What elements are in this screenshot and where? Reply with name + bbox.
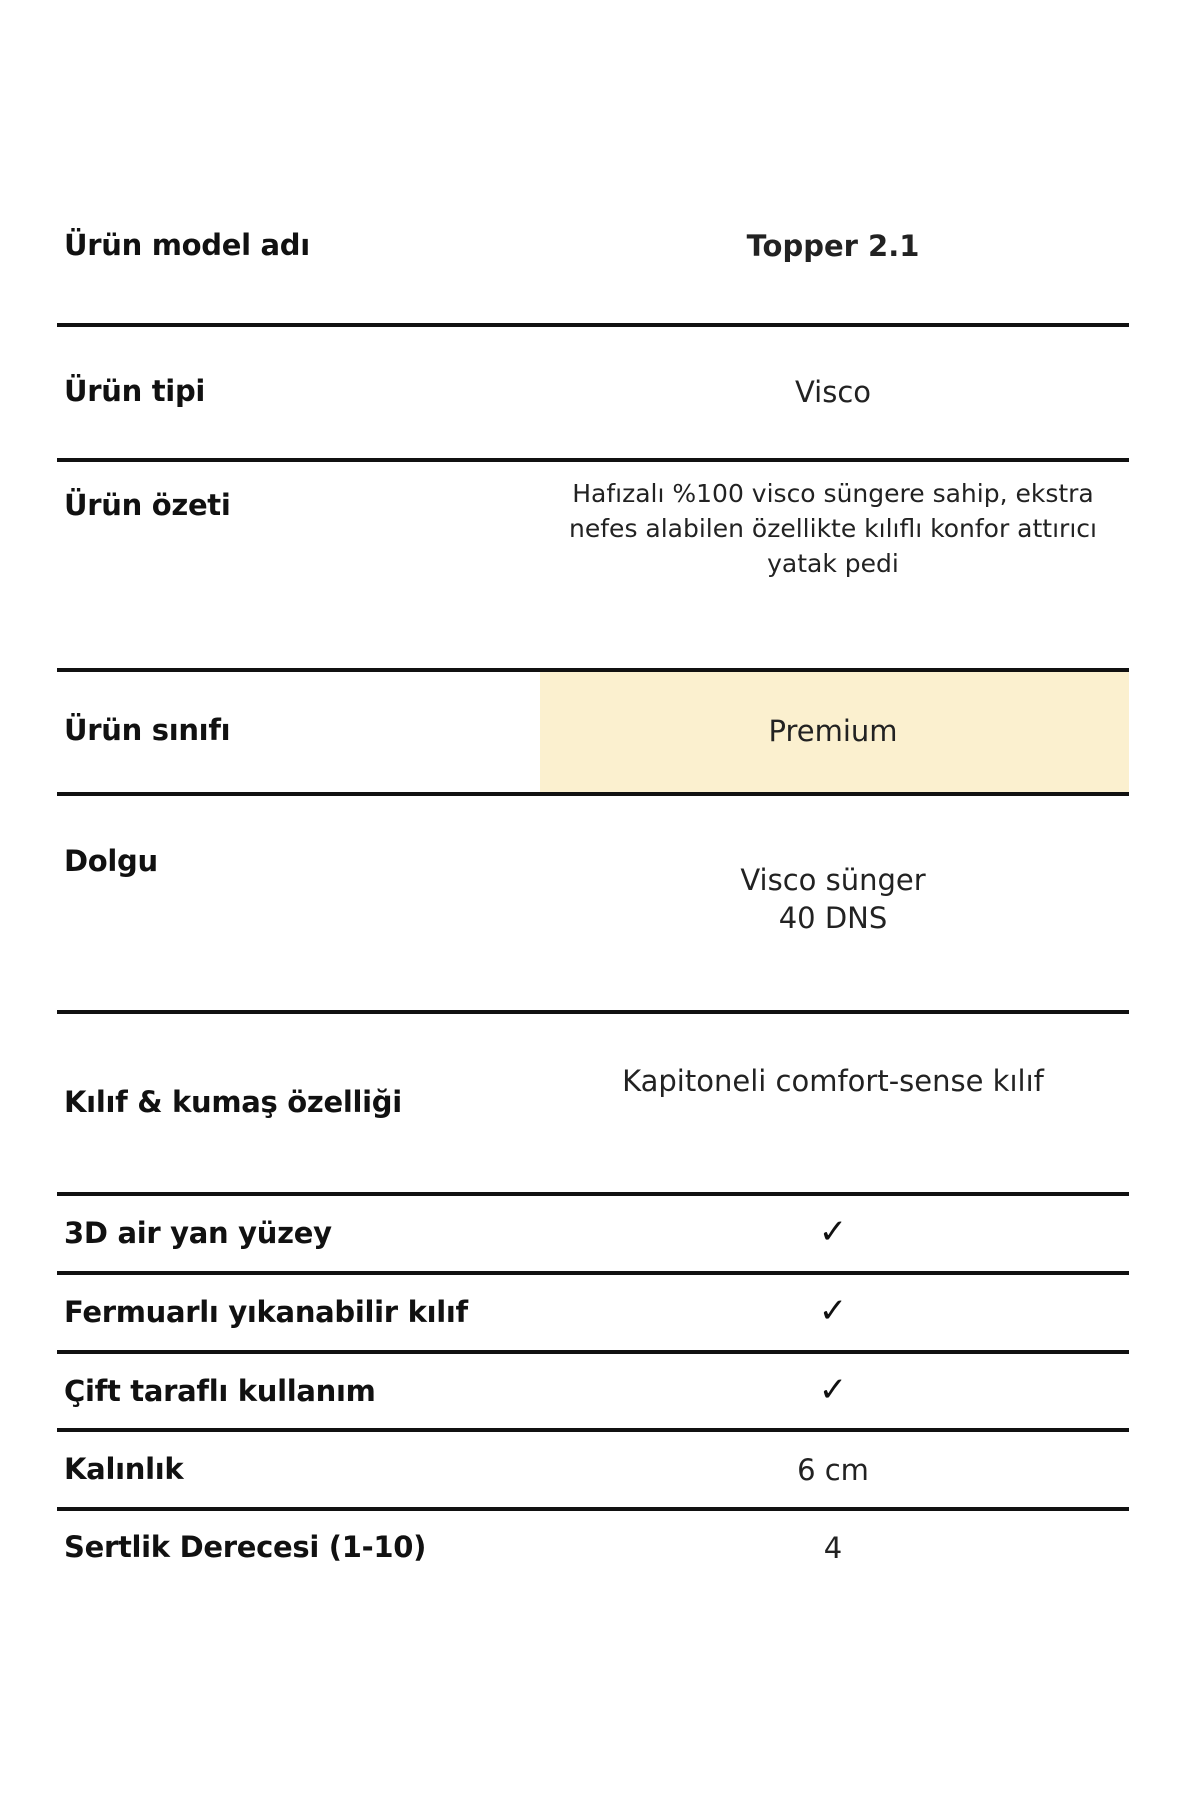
row-divider: [57, 458, 1129, 462]
row-label-firmness: Sertlik Derecesi (1-10): [64, 1530, 427, 1564]
row-value-model-name: Topper 2.1: [746, 229, 920, 263]
row-divider: [57, 1271, 1129, 1275]
row-label-product-summary: Ürün özeti: [64, 488, 231, 522]
row-label-cover-fabric: Kılıf & kumaş özelliği: [64, 1085, 402, 1119]
row-label-model-name: Ürün model adı: [64, 228, 310, 262]
row-divider: [57, 1507, 1129, 1511]
row-value-product-type: Visco: [794, 375, 872, 409]
row-value-cover-fabric: Kapitoneli comfort-sense kılıf: [622, 1064, 1044, 1098]
row-label-zippered-cover: Fermuarlı yıkanabilir kılıf: [64, 1295, 468, 1329]
filling-line: 40 DNS: [778, 900, 888, 935]
row-value-firmness: 4: [823, 1531, 843, 1565]
row-label-product-type: Ürün tipi: [64, 374, 206, 408]
row-divider: [57, 323, 1129, 327]
row-label-filling: Dolgu: [64, 844, 158, 878]
row-value-product-summary: [537, 476, 1129, 581]
check-icon: ✓: [818, 1370, 848, 1410]
filling-line: Visco sünger: [740, 863, 926, 897]
row-divider: [57, 1428, 1129, 1432]
row-value-product-class: Premium: [768, 714, 898, 748]
row-label-double-sided: Çift taraflı kullanım: [64, 1374, 376, 1408]
row-divider: [57, 1350, 1129, 1354]
row-divider: [57, 1010, 1129, 1014]
row-value-filling: [537, 862, 1129, 937]
row-divider: [57, 792, 1129, 796]
check-icon: ✓: [818, 1291, 848, 1331]
row-label-thickness: Kalınlık: [64, 1452, 184, 1486]
row-value-thickness: 6 cm: [797, 1453, 869, 1487]
check-icon: ✓: [818, 1212, 848, 1252]
summary-line: yatak pedi: [767, 549, 899, 578]
summary-line: Hafızalı %100 visco süngere sahip, ekstra: [572, 479, 1094, 508]
row-divider: [57, 1192, 1129, 1196]
row-label-3d-air: 3D air yan yüzey: [64, 1216, 332, 1250]
summary-line: nefes alabilen özellikte kılıflı konfor attırıcı: [569, 514, 1097, 543]
row-label-product-class: Ürün sınıfı: [64, 713, 231, 747]
